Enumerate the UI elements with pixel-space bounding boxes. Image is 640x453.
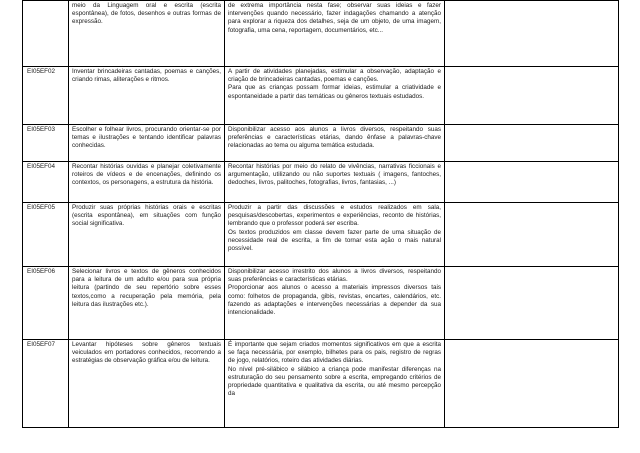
empty-cell xyxy=(445,1,619,67)
table-row xyxy=(23,67,619,125)
table-row xyxy=(23,203,619,267)
objective-code: EI05EF07 xyxy=(23,340,69,428)
empty-cell xyxy=(445,67,619,125)
empty-cell xyxy=(445,340,619,428)
teaching-strategy xyxy=(225,340,445,428)
table-row xyxy=(23,1,619,67)
learning-objective: Selecionar livros e textos de gêneros conhecidos para a leitura de um adulto e/ou para sua própria leitura (partindo de seu repertório sobre esses textos,como a recuperação pela memória, pela leitura das ilustrações etc.). xyxy=(69,267,225,340)
teaching-strategy xyxy=(225,67,445,125)
empty-cell xyxy=(445,162,619,203)
objective-code: EI05EF03 xyxy=(23,125,69,162)
strategy-paragraph: No nível pré-silábico e silábico a criança pode manifestar diferenças na estruturação do seu pensamento sobre a escrita, empregando critérios de propriedade quantitativa e qualitativa da escrita, ou até mesmo percepção da xyxy=(228,365,441,398)
learning-objective: meio da Linguagem oral e escrita (escrita espontânea), de fotos, desenhos e outras formas de expressão. xyxy=(69,1,225,67)
objective-code: EI05EF04 xyxy=(23,162,69,203)
learning-objective: Produzir suas próprias histórias orais e escritas (escrita espontânea), em situações com função social significativa. xyxy=(69,203,225,267)
objective-code: EI05EF02 xyxy=(23,67,69,125)
table-row xyxy=(23,125,619,162)
strategy-paragraph: Produzir a partir das discussões e estudos realizados em sala, pesquisas/descobertas, experimentos e experiências, reconto de histórias, lembrando que o professor poderá ser escriba. xyxy=(228,204,441,228)
teaching-strategy xyxy=(225,162,445,203)
strategy-paragraph: Disponibilizar acesso irrestrito dos alunos a livros diversos, respeitando suas preferências e características etárias. xyxy=(228,268,441,284)
table-row xyxy=(23,340,619,428)
strategy-paragraph: Recontar histórias por meio do relato de vivências, narrativas ficcionais e argumentação, utilizando ou não suportes textuais ( imagens, fantoches, dedoches, livros, palitoches, fotografias, livros, fantasias, ...) xyxy=(228,163,441,187)
strategy-paragraph: de extrema importância nesta fase; observar suas ideias e fazer intervenções quando necessário, fazer indagações chamando a atenção para explorar a riqueza dos detalhes, seja de um objeto, de uma imagem, fotografia, uma cena, reportagem, documentários, etc... xyxy=(228,2,441,34)
learning-objective: Escolher e folhear livros, procurando orientar-se por temas e ilustrações e tentando identificar palavras conhecidas. xyxy=(69,125,225,162)
table-row xyxy=(23,162,619,203)
empty-cell xyxy=(445,267,619,340)
strategy-paragraph: Os textos produzidos em classe devem fazer parte de uma situação de necessidade real de escrita, a fim de tornar esta ação o mais natural possível. xyxy=(228,228,441,253)
strategy-paragraph: É importante que sejam criados momentos significativos em que a escrita se faça necessária, por exemplo, bilhetes para os pais, registro de regras de jogo, relatórios, roteiro das atividades diárias. xyxy=(228,341,441,365)
bncc-objectives-table xyxy=(22,0,619,428)
learning-objective: Inventar brincadeiras cantadas, poemas e canções, criando rimas, aliterações e ritmos. xyxy=(69,67,225,125)
empty-cell xyxy=(445,125,619,162)
learning-objective: Recontar histórias ouvidas e planejar coletivamente roteiros de vídeos e de encenações, definindo os contextos, os personagens, a estrutura da história. xyxy=(69,162,225,203)
objective-code xyxy=(23,1,69,67)
strategy-paragraph: Para que as crianças possam formar ideias, estimular a criatividade e espontaneidade a partir das temáticas ou gêneros textuais estudados. xyxy=(228,84,441,100)
teaching-strategy xyxy=(225,125,445,162)
strategy-paragraph: Disponibilizar acesso aos alunos a livros diversos, respeitando suas preferências e características etárias, dando ênfase a palavras-chave relacionadas ao tema ou alguma temática estudada. xyxy=(228,126,441,150)
teaching-strategy xyxy=(225,1,445,67)
teaching-strategy xyxy=(225,267,445,340)
empty-cell xyxy=(445,203,619,267)
objective-code: EI05EF05 xyxy=(23,203,69,267)
strategy-paragraph: A partir de atividades planejadas, estimular a observação, adaptação e criação de brincadeiras cantadas, poemas e canções. xyxy=(228,68,441,84)
learning-objective: Levantar hipóteses sobre gêneros textuais veiculados em portadores conhecidos, recorrendo a estratégias de observação gráfica e/ou de leitura. xyxy=(69,340,225,428)
table-row xyxy=(23,267,619,340)
strategy-paragraph: Proporcionar aos alunos o acesso a materiais impressos diversos tais como: folhetos de propaganda, gibis, revistas, encartes, calendários, etc. fazendo as adaptações e intervenções necessárias a depender da sua intencionalidade. xyxy=(228,284,441,317)
objective-code: EI05EF06 xyxy=(23,267,69,340)
teaching-strategy xyxy=(225,203,445,267)
